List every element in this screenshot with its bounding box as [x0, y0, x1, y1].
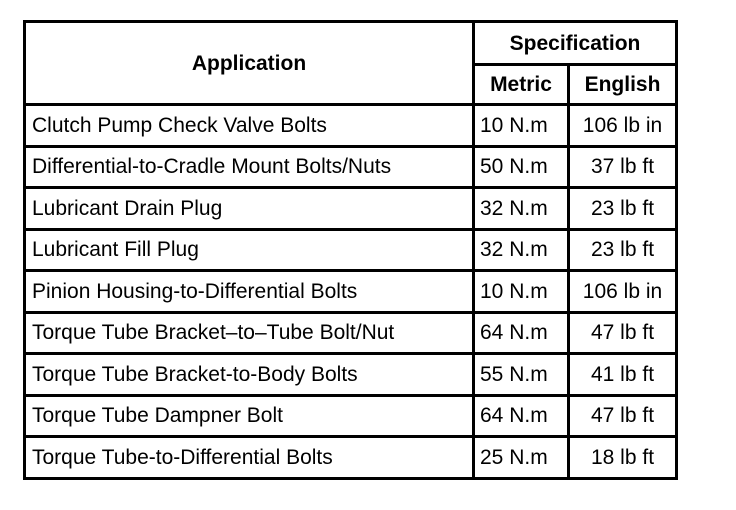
metric-cell: 10 N.m	[474, 105, 569, 147]
metric-cell: 25 N.m	[474, 437, 569, 479]
metric-cell: 55 N.m	[474, 354, 569, 396]
metric-cell: 64 N.m	[474, 312, 569, 354]
english-cell: 47 lb ft	[569, 395, 677, 437]
table-row	[25, 105, 677, 147]
table-row	[25, 395, 677, 437]
metric-cell: 32 N.m	[474, 188, 569, 230]
application-cell: Torque Tube-to-Differential Bolts	[25, 437, 474, 479]
specification-header: Specification	[474, 22, 677, 65]
application-cell: Lubricant Drain Plug	[25, 188, 474, 230]
metric-cell: 32 N.m	[474, 229, 569, 271]
table-row	[25, 146, 677, 188]
application-cell: Torque Tube Bracket–to–Tube Bolt/Nut	[25, 312, 474, 354]
english-header: English	[569, 65, 677, 105]
table-row	[25, 354, 677, 396]
english-cell: 106 lb in	[569, 271, 677, 313]
header-row-primary	[25, 22, 677, 65]
english-cell: 37 lb ft	[569, 146, 677, 188]
table-row	[25, 188, 677, 230]
english-cell: 23 lb ft	[569, 188, 677, 230]
application-cell: Pinion Housing-to-Differential Bolts	[25, 271, 474, 313]
metric-cell: 10 N.m	[474, 271, 569, 313]
english-cell: 18 lb ft	[569, 437, 677, 479]
table-row	[25, 229, 677, 271]
application-cell: Torque Tube Dampner Bolt	[25, 395, 474, 437]
application-cell: Lubricant Fill Plug	[25, 229, 474, 271]
english-cell: 47 lb ft	[569, 312, 677, 354]
application-header: Application	[25, 22, 474, 105]
metric-cell: 50 N.m	[474, 146, 569, 188]
metric-header: Metric	[474, 65, 569, 105]
table-row	[25, 271, 677, 313]
english-cell: 106 lb in	[569, 105, 677, 147]
english-cell: 23 lb ft	[569, 229, 677, 271]
english-cell: 41 lb ft	[569, 354, 677, 396]
table-row	[25, 437, 677, 479]
application-cell: Clutch Pump Check Valve Bolts	[25, 105, 474, 147]
application-cell: Differential-to-Cradle Mount Bolts/Nuts	[25, 146, 474, 188]
table-row	[25, 312, 677, 354]
fastener-specification-table	[23, 20, 678, 480]
metric-cell: 64 N.m	[474, 395, 569, 437]
application-cell: Torque Tube Bracket-to-Body Bolts	[25, 354, 474, 396]
